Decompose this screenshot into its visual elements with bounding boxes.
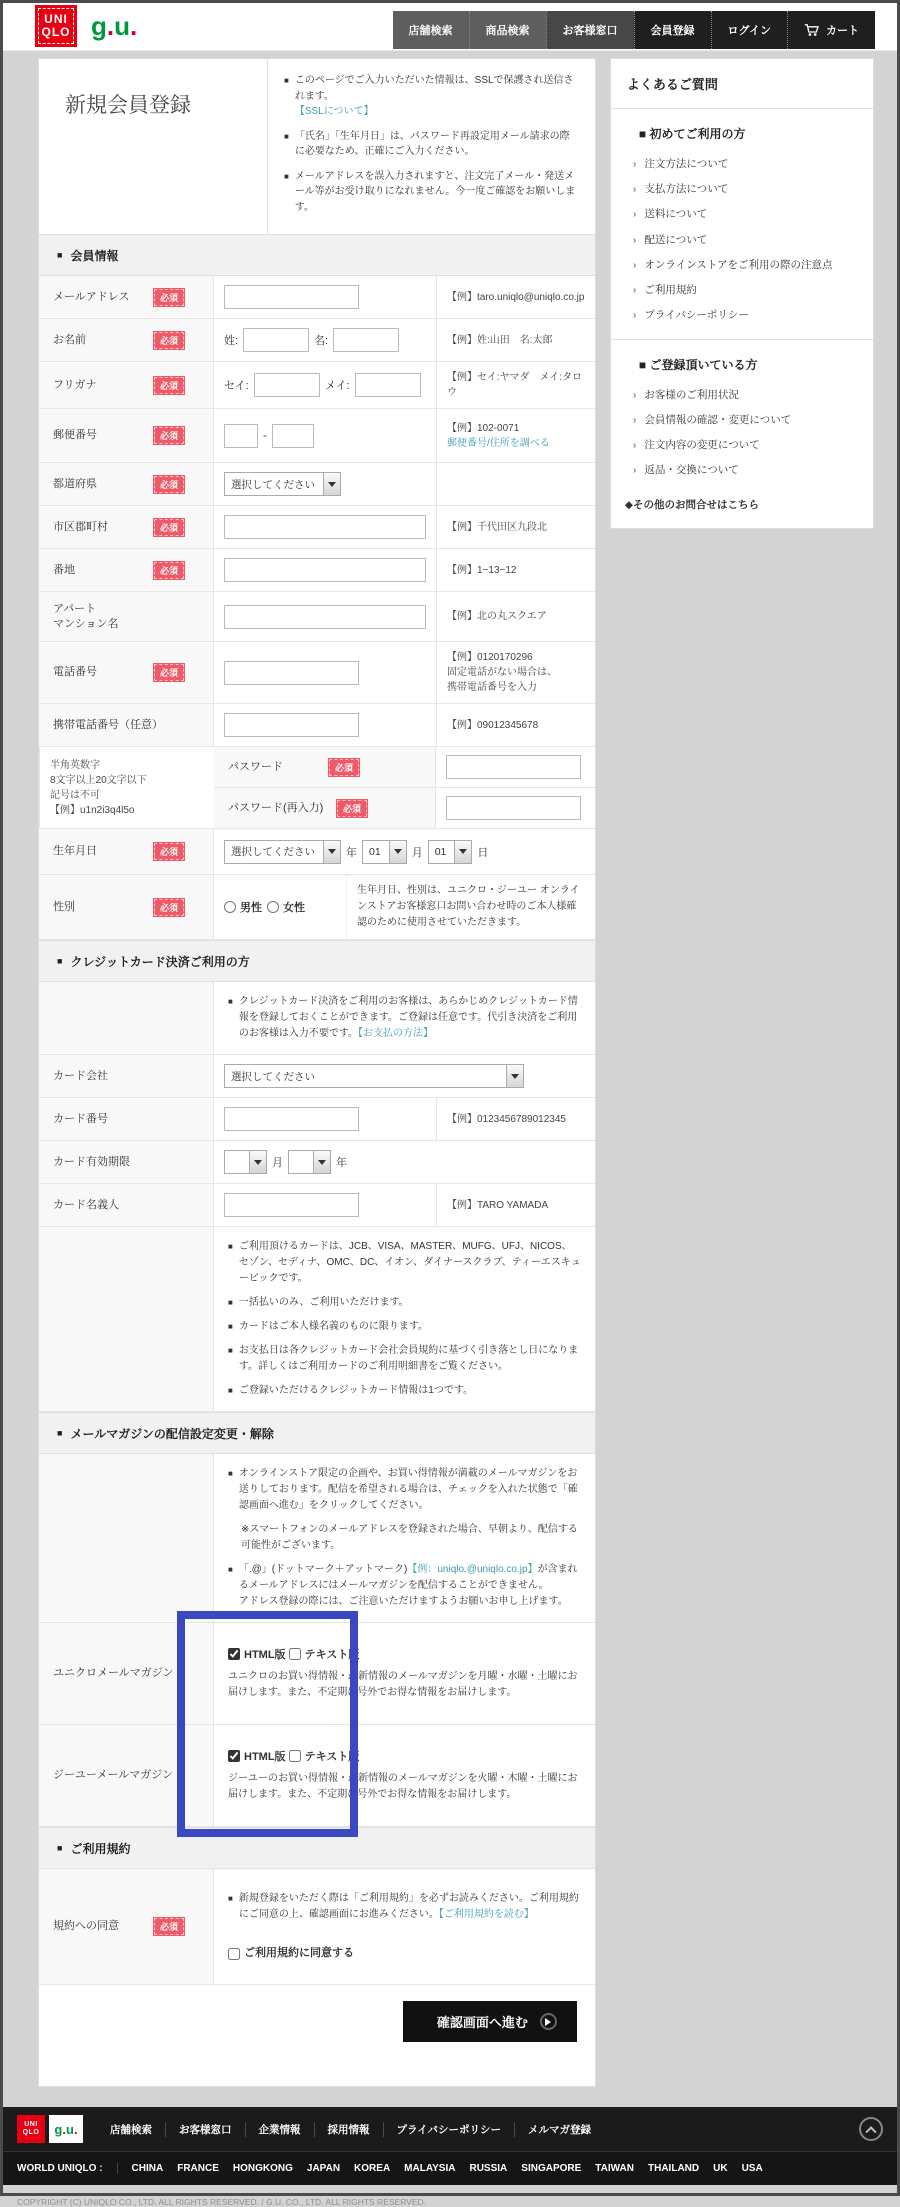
required-badge: 必須 <box>153 518 185 537</box>
nav-member-registration[interactable]: 会員登録 <box>634 11 711 49</box>
row-birthday: 生年月日 必須 選択してください 年 01 月 01 日 <box>39 829 595 875</box>
card-number-input[interactable] <box>224 1107 359 1131</box>
chevron-right-icon: › <box>632 464 637 477</box>
footer <box>3 2107 897 2207</box>
gu-footer-logo[interactable]: g . u . <box>49 2115 83 2143</box>
uniqlo-html-checkbox[interactable]: HTML版 <box>228 1646 286 1662</box>
row-email <box>39 276 595 319</box>
ssl-link[interactable]: 【SSLについて】 <box>294 106 374 117</box>
row-uniqlo-magazine <box>39 1623 595 1725</box>
top-nav <box>393 11 875 49</box>
row-mobile <box>39 704 595 747</box>
country-link[interactable]: FRANCE <box>177 2163 219 2174</box>
field-label: ジーユーメールマガジン <box>53 1769 173 1782</box>
row-terms-agree: 規約への同意 必須 ■ 新規登録をいただく際は「ご利用規約」を必ずお読みください。ご利用規約にご同意の上、確認画面にお進みください。【ご利用規約を読む】 ご利用規約に同意する <box>39 1869 595 1985</box>
field-label: 生年月日 <box>53 845 97 858</box>
row-zip: 郵便番号 必須 - 【例】102-0071 郵便番号/住所を調べる <box>39 409 595 463</box>
uniqlo-footer-logo[interactable]: UNI QLO <box>17 2115 45 2143</box>
chevron-right-icon: › <box>632 158 637 170</box>
nav-store-search[interactable]: 店舗検索 <box>393 11 469 49</box>
field-label: 郵便番号 <box>53 429 97 442</box>
field-label: フリガナ <box>53 378 97 391</box>
footer-link-privacy-policy[interactable]: プライバシーポリシー <box>383 2122 514 2137</box>
field-example: 【例】u1n2i3q4l5o <box>50 804 135 816</box>
phone-input[interactable] <box>224 661 359 685</box>
row-gu-magazine <box>39 1725 595 1827</box>
faq-link[interactable]: › 会員情報の確認・変更について <box>625 408 859 433</box>
field-label: お名前 <box>53 333 86 346</box>
field-example: 【例】セイ:ヤマダ メイ:タロウ <box>447 372 583 398</box>
square-bullet-icon: ■ <box>57 956 63 966</box>
field-example: 【例】1−13−12 <box>447 564 517 576</box>
faq-other-contact-link[interactable]: ◆その他のお問合せはこちら <box>624 499 759 512</box>
email-input[interactable] <box>224 285 359 309</box>
faq-link[interactable]: › お客様のご利用状況 <box>625 383 859 408</box>
last-name-input[interactable] <box>243 328 309 352</box>
section-mail-magazine: ■ メールマガジンの配信設定変更・解除 <box>39 1412 595 1454</box>
country-link[interactable]: KOREA <box>354 2163 391 2174</box>
field-label: ユニクロメールマガジン <box>53 1667 174 1680</box>
field-label: アパート マンション名 <box>53 602 119 630</box>
required-badge: 必須 <box>153 475 185 494</box>
square-bullet-icon: ■ <box>284 76 289 85</box>
kana-last-input[interactable] <box>254 373 320 397</box>
field-label: パスワード <box>228 760 283 773</box>
required-badge: 必須 <box>153 426 185 445</box>
square-bullet-icon: ■ <box>228 1322 233 1331</box>
row-city <box>39 506 595 549</box>
square-bullet-icon: ■ <box>284 171 289 181</box>
field-example: 【例】taro.uniqlo@uniqlo.co.jp <box>447 291 585 303</box>
chevron-down-icon <box>323 841 340 863</box>
field-example: 【例】千代田区九段北 <box>447 521 547 533</box>
faq-link[interactable]: › プライバシーポリシー <box>625 303 859 328</box>
field-example: 【例】09012345678 <box>447 719 539 731</box>
arrow-right-icon <box>540 2013 557 2030</box>
field-label: カード名義人 <box>53 1198 119 1211</box>
apartment-input[interactable] <box>224 605 426 629</box>
row-magazine-notes: ■ オンラインストア限定の企画や、お買い得情報が満載のメールマガジンをお送りしております。配信を希望される場合は、チェックを入れた状態で「確認画面へ進む」をクリックしてください。 ※スマートフォンのメールアドレスを登録された場合、早朝より、配信する可能性がございます。 ■ 「.@」(ドットマーク＋アットマーク)【例：uniqlo.@uniqlo.co.jp】が含まれるメールアドレスにはメールマガジンを配信することができません。 アドレス登録の際には、ご注意いただけますようお願いお申し上げます。 <box>39 1454 595 1623</box>
field-label: 番地 <box>53 563 75 576</box>
field-label: カード番号 <box>53 1112 108 1125</box>
faq-link[interactable]: › 支払方法について <box>625 177 859 202</box>
field-label: 電話番号 <box>53 666 97 679</box>
field-example: 【例】TARO YAMADA <box>447 1199 549 1211</box>
square-bullet-icon: ■ <box>228 1298 233 1307</box>
square-bullet-icon: ■ <box>228 997 233 1006</box>
gender-male-radio[interactable]: 男性 <box>224 899 262 915</box>
gender-female-radio[interactable]: 女性 <box>267 899 305 915</box>
footer-bar <box>3 2107 897 2151</box>
gu-logo[interactable]: g . u . <box>83 5 145 47</box>
row-card-expiry: カード有効期限 月 年 <box>39 1141 595 1184</box>
chevron-right-icon: › <box>632 183 637 196</box>
mobile-input[interactable] <box>224 713 359 737</box>
gu-html-checkbox[interactable]: HTML版 <box>228 1748 286 1764</box>
square-bullet-icon: ■ <box>228 1469 233 1478</box>
chevron-right-icon: › <box>632 258 637 271</box>
row-prefecture <box>39 463 595 506</box>
square-bullet-icon: ■ <box>228 1386 233 1395</box>
country-link[interactable]: THAILAND <box>648 2163 700 2174</box>
faq-link[interactable]: › 注文方法について <box>625 152 859 177</box>
main-panel <box>38 58 596 2087</box>
section-member-info: ■ 会員情報 <box>39 234 595 276</box>
field-label: カード有効期限 <box>53 1155 130 1168</box>
footer-link-mailmag[interactable]: メルマガ登録 <box>514 2122 604 2137</box>
chevron-right-icon: › <box>632 388 637 401</box>
required-badge: 必須 <box>153 288 185 307</box>
row-card-company <box>39 1055 595 1098</box>
intro-block <box>39 59 595 234</box>
chevron-right-icon: › <box>632 208 637 221</box>
intro-note: ■ 「氏名」「生年月日」は、パスワード再設定用メール請求の際に必要なため、正確にご入力ください。 <box>284 129 579 160</box>
square-bullet-icon: ■ <box>284 131 289 141</box>
uniqlo-logo[interactable] <box>35 5 77 47</box>
card-holder-input[interactable] <box>224 1193 359 1217</box>
birth-month-select[interactable]: 01 <box>362 840 407 864</box>
country-link[interactable]: USA <box>741 2163 763 2174</box>
chevron-right-icon: › <box>632 284 637 297</box>
required-badge: 必須 <box>153 898 185 917</box>
uniqlo-logo-line2: QLO <box>41 25 71 39</box>
intro-notes <box>267 59 595 234</box>
header <box>3 3 897 51</box>
country-link[interactable]: TAIWAN <box>595 2163 634 2174</box>
field-example: 【例】0123456789012345 <box>447 1113 566 1125</box>
nav-cart[interactable]: カート <box>787 11 875 49</box>
row-gender <box>39 875 595 940</box>
birth-year-select[interactable]: 選択してください <box>224 840 341 864</box>
nav-product-search[interactable]: 商品検索 <box>469 11 546 49</box>
required-badge: 必須 <box>328 758 360 777</box>
section-credit-card: ■ クレジットカード決済ご利用の方 <box>39 940 595 982</box>
chevron-down-icon <box>313 1151 330 1173</box>
password-input[interactable] <box>446 755 581 779</box>
world-uniqlo-label: WORLD UNIQLO : <box>17 2163 118 2174</box>
footer-link-store-search[interactable]: 店舗検索 <box>110 2123 152 2136</box>
first-name-input[interactable] <box>333 328 399 352</box>
field-label: 携帯電話番号（任意） <box>53 718 163 731</box>
footer-link-customer-service[interactable]: お客様窓口 <box>165 2122 245 2137</box>
country-link[interactable]: UK <box>713 2163 728 2174</box>
field-example: 【例】102-0071 <box>447 422 520 434</box>
field-label: カード会社 <box>53 1069 108 1082</box>
nav-login[interactable]: ログイン <box>711 11 787 49</box>
square-bullet-icon: ■ <box>57 250 63 260</box>
zip-lookup-link[interactable]: 郵便番号/住所を調べる <box>447 437 550 449</box>
required-badge: 必須 <box>153 1917 185 1936</box>
square-bullet-icon: ■ <box>57 1428 63 1438</box>
prefecture-select[interactable]: 選択してください <box>224 472 341 496</box>
row-kana: フリガナ 必須 セイ: メイ: 【例】セイ:ヤマダ メイ:タロウ <box>39 362 595 409</box>
square-bullet-icon: ■ <box>228 1893 233 1903</box>
uniqlo-text-checkbox[interactable]: テキスト版 <box>289 1646 360 1662</box>
faq-link[interactable]: › 送料について <box>625 202 859 227</box>
field-example: 【例】北の丸スクエア <box>447 611 547 622</box>
required-badge: 必須 <box>153 376 185 395</box>
country-link[interactable]: JAPAN <box>306 2163 341 2174</box>
uniqlo-logo-line1: UNI <box>44 11 68 26</box>
country-link[interactable]: RUSSIA <box>469 2163 508 2174</box>
field-label: 都道府県 <box>53 477 97 490</box>
country-link[interactable]: SINGAPORE <box>521 2163 582 2174</box>
required-badge: 必須 <box>153 663 185 682</box>
faq-group-first-time: ■ 初めてご利用の方 › 注文方法について › 支払方法について › 送料について › 配送について › オンラインストアをご利用の際の注意点 › ご利用規約 › プライバシーポリシー <box>611 109 873 339</box>
footer-link-corporate[interactable]: 企業情報 <box>245 2122 314 2137</box>
square-bullet-icon: ■ <box>57 1843 63 1853</box>
intro-note: ■ メールアドレスを誤入力されますと、注文完了メール・発送メール等がお受け取りになれません。今一度ご確認をお願いします。 <box>284 169 579 216</box>
chevron-down-icon <box>323 473 340 495</box>
chevron-up-icon <box>865 2126 876 2137</box>
password-rows: パスワード 必須 半角英数字 8文字以上20文字以下 記号は不可 【例】u1n2i3q4l5o パスワード(再入力) 必須 <box>39 747 595 829</box>
row-card-number <box>39 1098 595 1141</box>
copyright-text: COPYRIGHT (C) UNIQLO CO., LTD. ALL RIGHTS RESERVED. / G.U. CO., LTD. ALL RIGHTS RESERVED. <box>17 2197 427 2207</box>
expiry-year-select[interactable] <box>288 1150 331 1174</box>
zip1-input[interactable] <box>224 424 258 448</box>
country-link[interactable]: MALAYSIA <box>404 2163 456 2174</box>
required-badge: 必須 <box>153 842 185 861</box>
scroll-to-top-button[interactable] <box>859 2117 883 2141</box>
brand-logos <box>35 5 145 47</box>
password-confirm-input[interactable] <box>446 796 581 820</box>
terms-read-link[interactable]: 【ご利用規約を読む】 <box>438 1908 534 1920</box>
country-link[interactable]: CHINA <box>131 2163 164 2174</box>
field-label: パスワード(再入力) <box>228 801 324 814</box>
intro-note: ■ このページでご入力いただいた情報は、SSLで保護され送信されます。 【SSLについて】 <box>284 73 579 120</box>
field-label: 市区郡町村 <box>53 520 108 533</box>
square-bullet-icon: ■ <box>228 1346 233 1355</box>
magazine-rows <box>39 1623 595 1827</box>
footer-links <box>97 2121 604 2137</box>
row-name: お名前 必須 姓: 名: 【例】姓:山田 名:太郎 <box>39 319 595 362</box>
chevron-down-icon <box>389 841 406 863</box>
faq-link[interactable]: › 注文内容の変更について <box>625 433 859 458</box>
chevron-right-icon: › <box>632 233 637 246</box>
field-example: 【例】0120170296 <box>447 652 533 663</box>
cart-icon <box>804 23 820 37</box>
page-title: 新規会員登録 <box>65 94 191 117</box>
world-uniqlo-bar <box>3 2151 897 2185</box>
faq-title: よくあるご質問 <box>611 59 873 109</box>
faq-group-registered: ■ ご登録頂いている方 › お客様のご利用状況 › 会員情報の確認・変更について › 注文内容の変更について › 返品・交換について <box>611 339 873 494</box>
section-terms: ■ ご利用規約 <box>39 1827 595 1869</box>
magazine-description: ジーユーのお買い得情報・最新情報のメールマガジンを火曜・木曜・土曜にお届けします。また、不定期に号外でお得な情報をお届けします。 <box>228 1773 578 1800</box>
required-badge: 必須 <box>153 331 185 350</box>
nav-customer-service[interactable]: お客様窓口 <box>546 11 634 49</box>
square-bullet-icon: ■ <box>228 1565 233 1574</box>
required-badge: 必須 <box>336 799 368 818</box>
zip2-input[interactable] <box>272 424 314 448</box>
magazine-description: ユニクロのお買い得情報・最新情報のメールマガジンを月曜・水曜・土曜にお届けします。また、不定期に号外でお得な情報をお届けします。 <box>228 1671 578 1698</box>
field-label: 規約への同意 <box>53 1920 119 1933</box>
city-input[interactable] <box>224 515 426 539</box>
terms-agree-checkbox[interactable]: ご利用規約に同意する <box>228 1945 354 1963</box>
chevron-right-icon: › <box>632 438 637 451</box>
row-apartment <box>39 592 595 642</box>
gu-text-checkbox[interactable]: テキスト版 <box>289 1748 360 1764</box>
chevron-down-icon <box>454 841 471 863</box>
birth-day-select[interactable]: 01 <box>428 840 473 864</box>
field-label: 性別 <box>53 900 75 913</box>
footer-link-recruit[interactable]: 採用情報 <box>314 2122 383 2137</box>
faq-sidebar <box>610 58 874 529</box>
required-badge: 必須 <box>153 561 185 580</box>
kana-first-input[interactable] <box>355 373 421 397</box>
faq-link[interactable]: › オンラインストアをご利用の際の注意点 <box>625 253 859 278</box>
faq-link[interactable]: › ご利用規約 <box>625 278 859 303</box>
row-cc-notes: ■ ご利用頂けるカードは、JCB、VISA、MASTER、MUFG、UFJ、NICOS、セゾン、セディナ、OMC、DC、イオン、ダイナースクラブ、ティーエスキュービックです。 ■ 一括払いのみ、ご利用いただけます。 ■ カードはご本人様名義のものに限ります。 ■ お支払日は各クレジットカード会社会員規約に基づく引き落とし日になります。詳しくはご利用カードのご利用明細書をご覧ください。 ■ ご登録いただけるクレジットカード情報は1つです。 <box>39 1227 595 1412</box>
content <box>38 58 874 2087</box>
country-link[interactable]: HONGKONG <box>232 2163 293 2174</box>
field-label: メールアドレス <box>53 290 130 303</box>
faq-link[interactable]: › 返品・交換について <box>625 458 859 483</box>
faq-link[interactable]: › 配送について <box>625 228 859 253</box>
row-phone: 電話番号 必須 【例】0120170296 固定電話がない場合は、 携帯電話番号を入力 <box>39 642 595 704</box>
payment-method-link[interactable]: 【お支払の方法】 <box>358 1028 434 1039</box>
row-cc-note: ■ クレジットカード決済をご利用のお客様は、あらかじめクレジットカード情報を登録しておくことができます。ご登録は任意です。代引き決済をご利用のお客様は入力不要です。【お支払の方法】 <box>39 982 595 1055</box>
chevron-down-icon <box>249 1151 266 1173</box>
street-input[interactable] <box>224 558 426 582</box>
card-company-select[interactable]: 選択してください <box>224 1064 524 1088</box>
chevron-right-icon: › <box>632 413 637 426</box>
chevron-down-icon <box>506 1065 523 1087</box>
square-bullet-icon: ■ <box>228 1242 233 1251</box>
row-street <box>39 549 595 592</box>
confirm-button[interactable]: 確認画面へ進む <box>403 2001 577 2042</box>
expiry-month-select[interactable] <box>224 1150 267 1174</box>
magazine-example-link[interactable]: 【例：uniqlo.@uniqlo.co.jp】 <box>407 1564 538 1575</box>
field-example: 【例】姓:山田 名:太郎 <box>447 334 553 346</box>
row-card-holder <box>39 1184 595 1227</box>
chevron-right-icon: › <box>632 309 637 322</box>
gender-note: 生年月日、性別は、ユニクロ・ジーユー オンラインストアお客様窓口お問い合わせ時のご本人様確認のために使用させていただきます。 <box>357 885 580 928</box>
submit-row <box>39 1985 595 2060</box>
